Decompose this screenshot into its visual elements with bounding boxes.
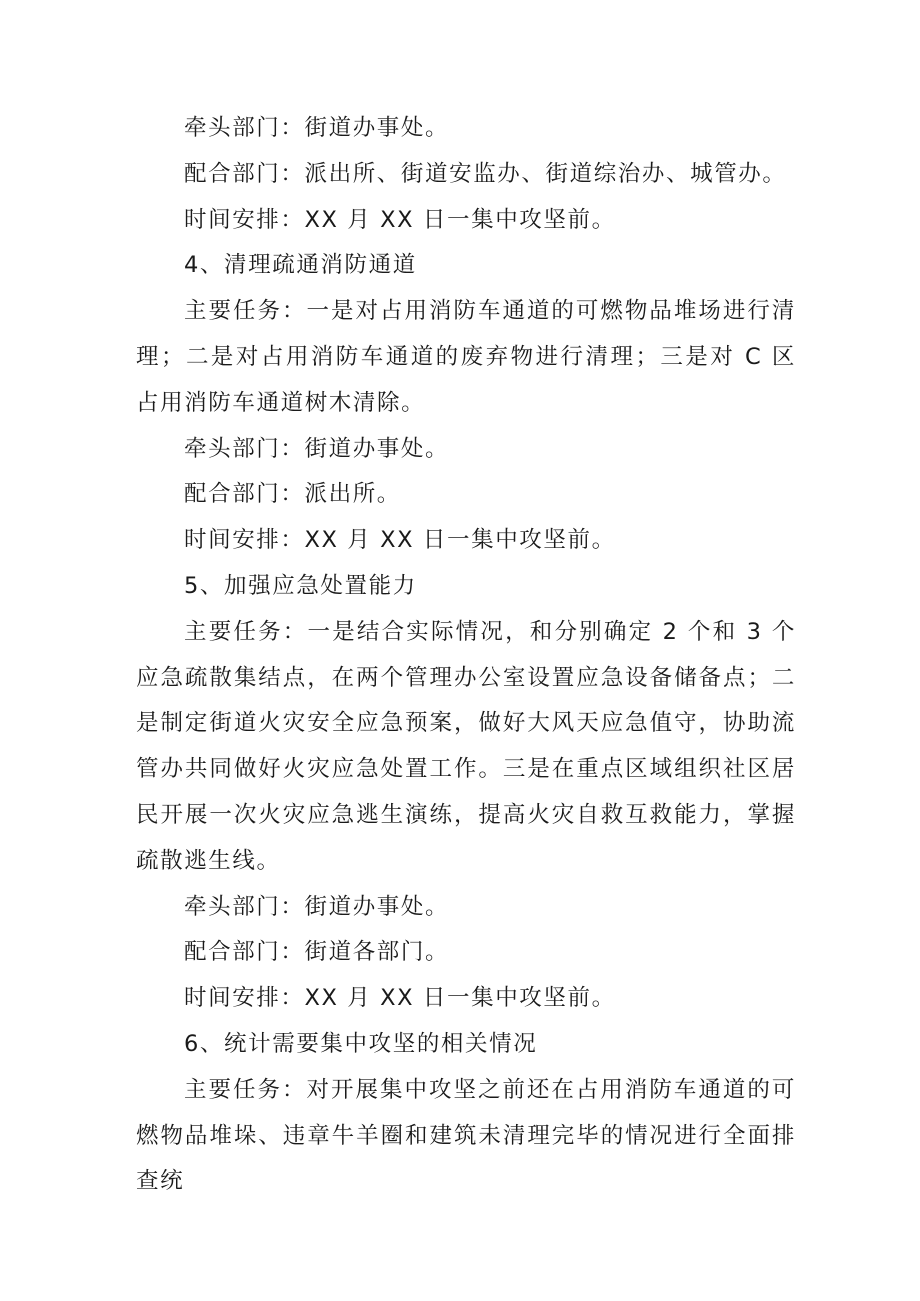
section-heading-4: 4、清理疏通消防通道 <box>184 252 417 279</box>
lead-department-4: 牵头部门：街道办事处。 <box>184 435 450 462</box>
main-tasks-6: 主要任务：对开展集中攻坚之前还在占用消防车通道的可燃物品堆垛、违章牛羊圈和建筑未清理完毕的情况进行全面排查统 <box>136 1076 796 1195</box>
main-tasks-5: 主要任务：一是结合实际情况，和分别确定 2 个和 3 个应急疏散集结点，在两个管理办公室设置应急设备储备点；二是制定街道火灾安全应急预案，做好大风天应急值守，协助流管办共同做好火灾应急处置工作。三是在重点区域组织社区居民开展一次火灾应急逃生演练，提高火灾自救互救能力，掌握疏散逃生线。 <box>136 618 796 874</box>
cooperating-departments-1: 配合部门：派出所、街道安监办、街道综治办、城管办。 <box>184 160 787 187</box>
schedule-1: 时间安排：XX 月 XX 日一集中攻坚前。 <box>184 206 616 233</box>
document-body <box>136 106 796 1205</box>
cooperating-departments-5: 配合部门：街道各部门。 <box>184 939 450 966</box>
schedule-5: 时间安排：XX 月 XX 日一集中攻坚前。 <box>184 985 616 1012</box>
section-heading-5: 5、加强应急处置能力 <box>184 572 417 599</box>
lead-department-1: 牵头部门：街道办事处。 <box>184 115 450 141</box>
cooperating-departments-4: 配合部门：派出所。 <box>184 481 401 508</box>
section-heading-6: 6、统计需要集中攻坚的相关情况 <box>184 1030 538 1057</box>
schedule-4: 时间安排：XX 月 XX 日一集中攻坚前。 <box>184 527 616 554</box>
main-tasks-4: 主要任务：一是对占用消防车通道的可燃物品堆场进行清理；二是对占用消防车通道的废弃物进行清理；三是对 C 区占用消防车通道树木清除。 <box>136 298 796 416</box>
lead-department-5: 牵头部门：街道办事处。 <box>184 893 450 920</box>
